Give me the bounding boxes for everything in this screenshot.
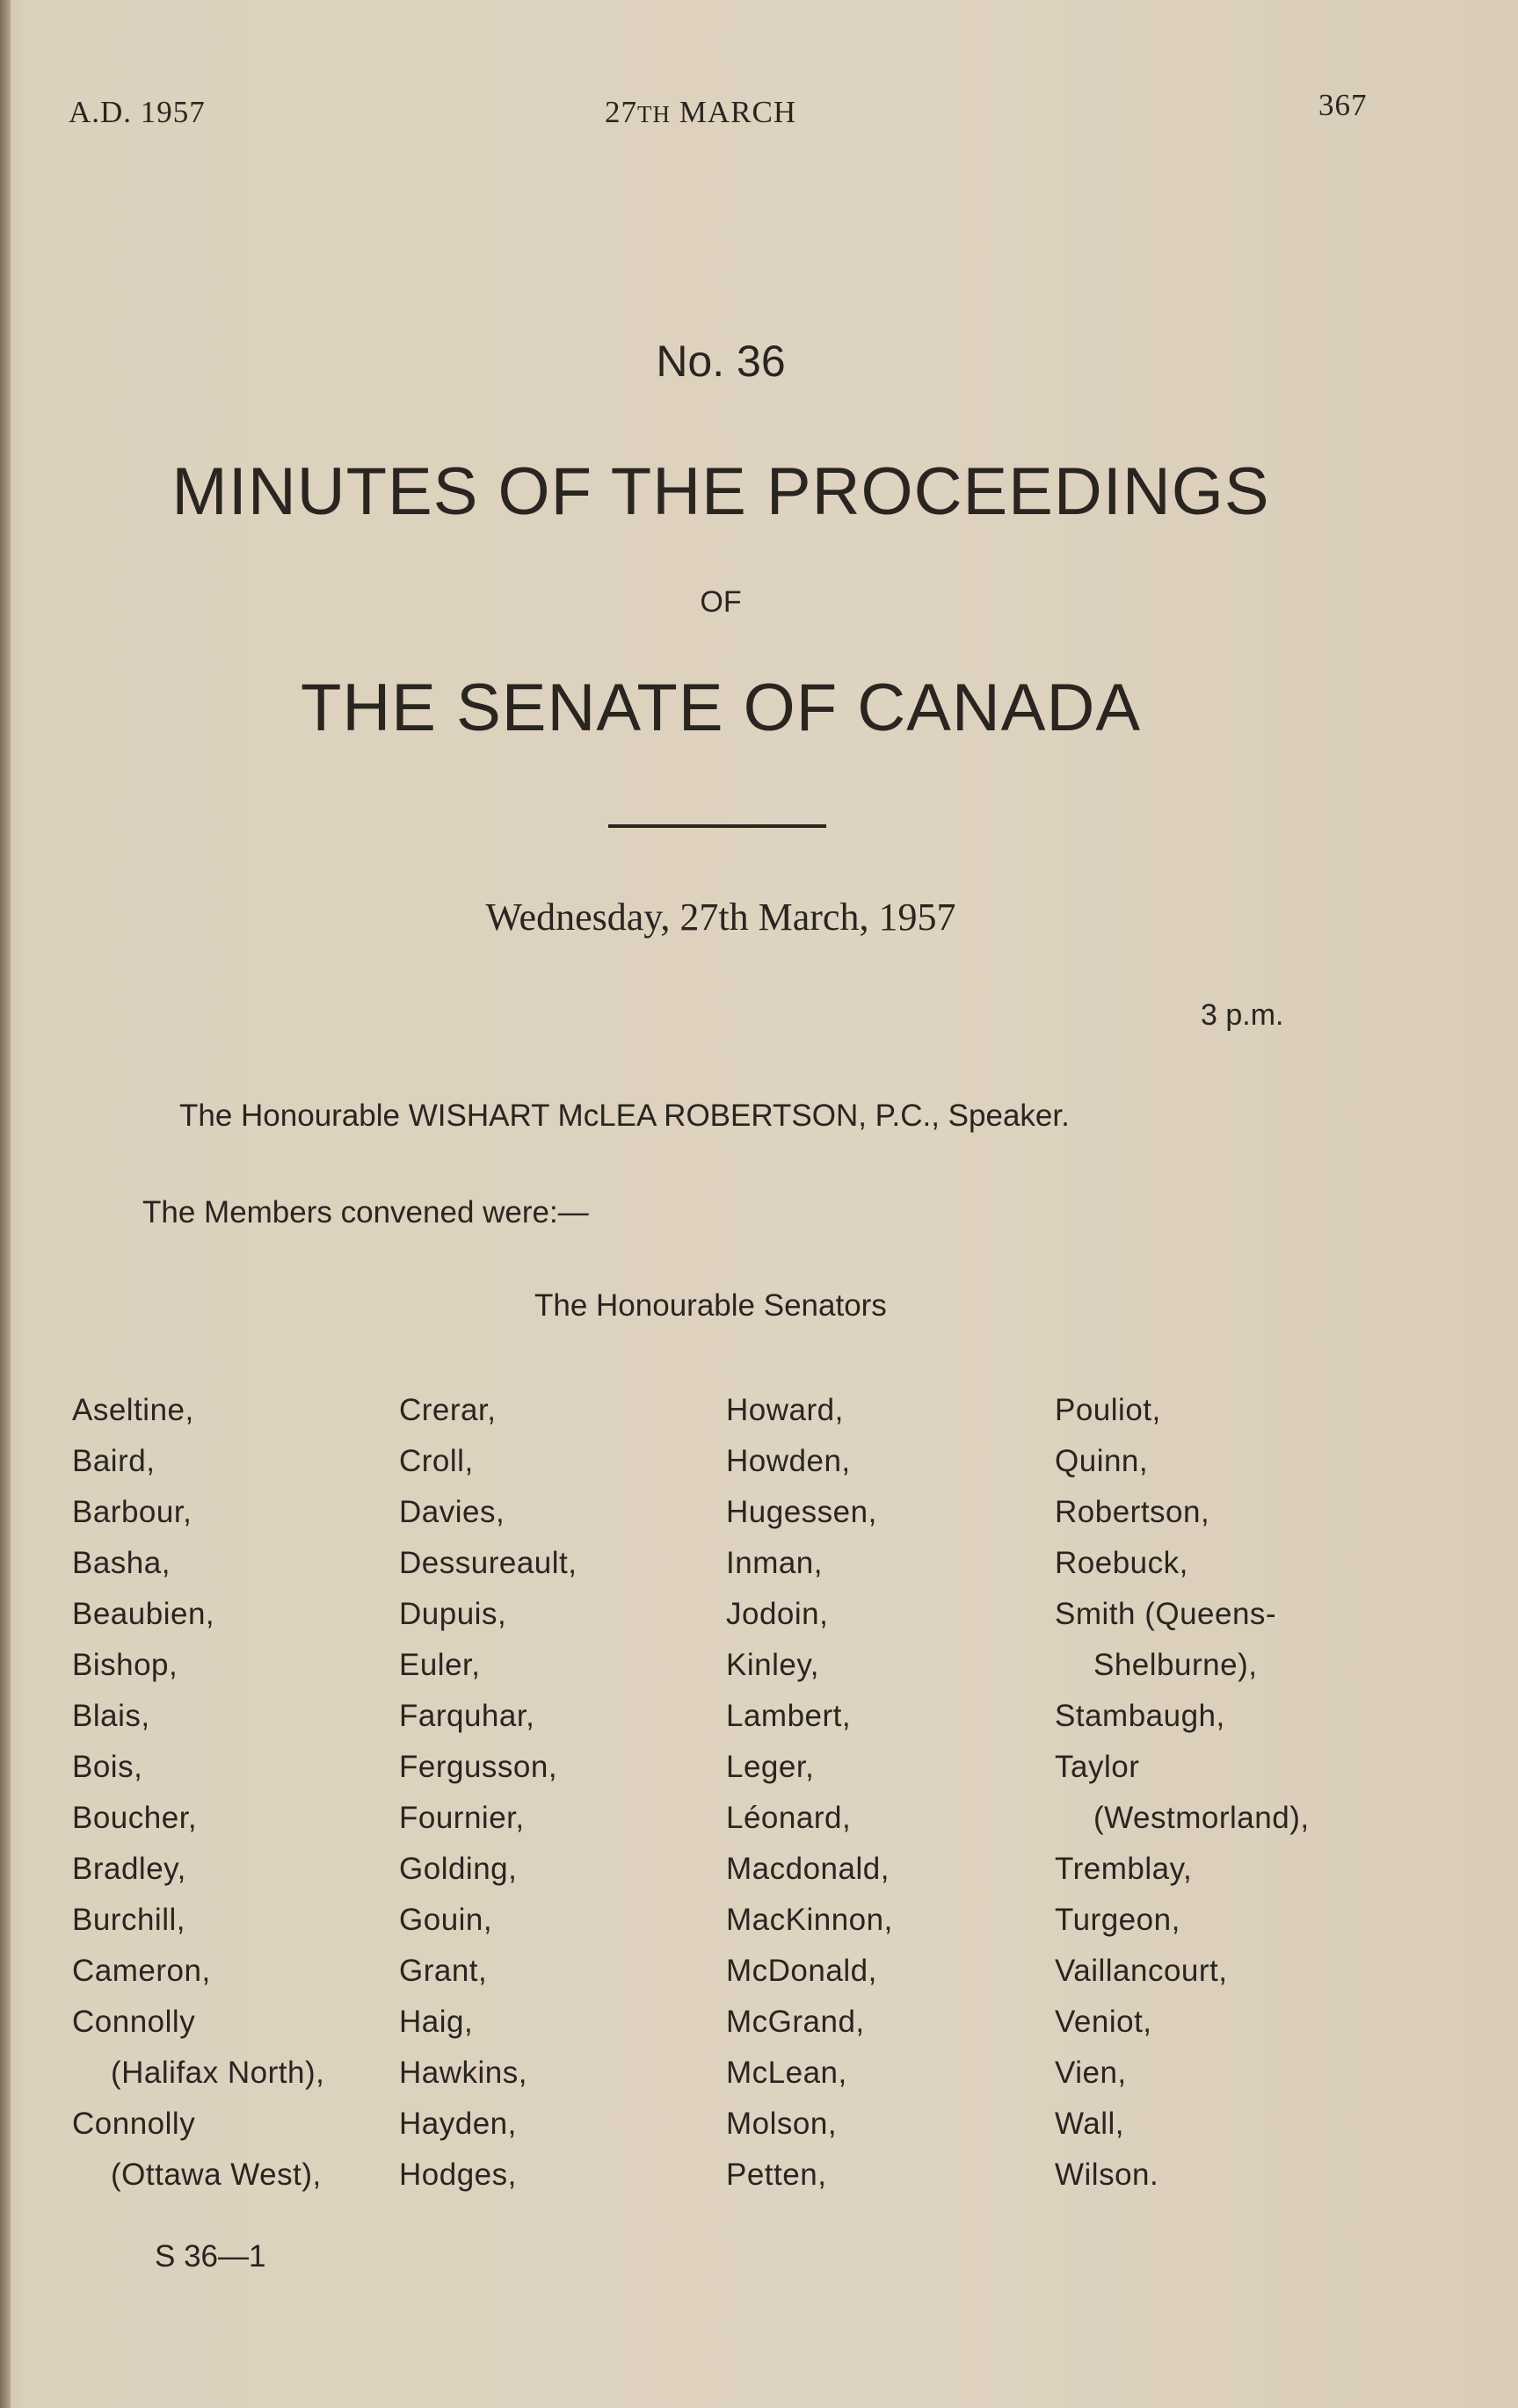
senator-name: McGrand, — [726, 2005, 865, 2039]
senator-name: Howard, — [726, 1393, 844, 1427]
senator-name: Wall, — [1055, 2107, 1124, 2141]
senator-name: McDonald, — [726, 1954, 877, 1988]
senator-name: Turgeon, — [1055, 1903, 1180, 1937]
senator-name: Macdonald, — [726, 1852, 890, 1886]
senator-name: Leger, — [726, 1750, 815, 1784]
senator-name: Connolly — [72, 2005, 196, 2039]
senator-name: Jodoin, — [726, 1597, 829, 1631]
senator-name: Euler, — [399, 1648, 481, 1682]
senators-column-2 — [399, 1385, 577, 2201]
title-line-1: MINUTES OF THE PROCEEDINGS — [171, 454, 1270, 529]
senator-name: Burchill, — [72, 1903, 185, 1937]
senator-name: Cameron, — [72, 1954, 211, 1988]
senator-name: Veniot, — [1055, 2005, 1152, 2039]
senator-name: Vien, — [1055, 2056, 1127, 2090]
senator-name: Léonard, — [726, 1801, 852, 1835]
senator-name: McLean, — [726, 2056, 847, 2090]
senator-name: Dupuis, — [399, 1597, 507, 1631]
senator-name: Hodges, — [399, 2158, 517, 2192]
running-head-day-suffix: TH — [637, 101, 671, 127]
senator-name: Kinley, — [726, 1648, 819, 1682]
senator-name: Wilson. — [1055, 2158, 1159, 2192]
senator-name: Lambert, — [726, 1699, 852, 1733]
senator-name-continued: (Halifax North), — [111, 2056, 325, 2090]
senator-name: MacKinnon, — [726, 1903, 893, 1937]
senator-name: Baird, — [72, 1444, 156, 1478]
running-head-month: MARCH — [679, 95, 797, 129]
senators-column-4 — [1055, 1385, 1310, 2201]
senators-column-3 — [726, 1385, 893, 2201]
senator-name: Blais, — [72, 1699, 150, 1733]
senator-name: Davies, — [399, 1495, 505, 1529]
running-head-day: 27 — [605, 95, 637, 129]
senator-name: Inman, — [726, 1546, 823, 1580]
senator-name: Fournier, — [399, 1801, 525, 1835]
senator-name: Golding, — [399, 1852, 518, 1886]
senator-name: Stambaugh, — [1055, 1699, 1225, 1733]
senator-name: Gouin, — [399, 1903, 493, 1937]
senator-name: Beaubien, — [72, 1597, 215, 1631]
senator-name: Vaillancourt, — [1055, 1954, 1228, 1988]
senator-name: Hayden, — [399, 2107, 517, 2141]
sitting-date: Wednesday, 27th March, 1957 — [485, 896, 956, 939]
senator-name: Basha, — [72, 1546, 171, 1580]
senator-name: Pouliot, — [1055, 1393, 1161, 1427]
senator-name: Boucher, — [72, 1801, 198, 1835]
speaker-line: The Honourable WISHART McLEA ROBERTSON, P.C., Speaker. — [179, 1099, 1070, 1133]
senator-name: Dessureault, — [399, 1546, 577, 1580]
running-head-year: A.D. 1957 — [69, 95, 206, 129]
page-number: 367 — [1318, 88, 1368, 122]
senator-name-continued: (Westmorland), — [1093, 1801, 1310, 1835]
senator-name: Roebuck, — [1055, 1546, 1188, 1580]
senator-name-continued: (Ottawa West), — [111, 2158, 322, 2192]
senator-name: Connolly — [72, 2107, 196, 2141]
senator-name: Bishop, — [72, 1648, 178, 1682]
senator-name: Haig, — [399, 2005, 474, 2039]
senator-name: Smith (Queens- — [1055, 1597, 1277, 1631]
members-convened-line: The Members convened were:— — [142, 1195, 589, 1229]
signature-mark: S 36—1 — [155, 2239, 266, 2274]
sitting-time: 3 p.m. — [1201, 998, 1284, 1032]
senators-column-1 — [72, 1385, 324, 2201]
senator-name: Bradley, — [72, 1852, 186, 1886]
senator-name: Molson, — [726, 2107, 838, 2141]
senator-name: Robertson, — [1055, 1495, 1210, 1529]
senator-name: Aseltine, — [72, 1393, 194, 1427]
title-line-2: THE SENATE OF CANADA — [300, 671, 1142, 745]
senator-name: Taylor — [1055, 1750, 1140, 1784]
senator-name: Barbour, — [72, 1495, 192, 1529]
issue-number: No. 36 — [656, 337, 786, 386]
senator-name: Farquhar, — [399, 1699, 535, 1733]
senator-name: Tremblay, — [1055, 1852, 1193, 1886]
senator-name: Crerar, — [399, 1393, 497, 1427]
senator-name: Hugessen, — [726, 1495, 877, 1529]
senator-name: Fergusson, — [399, 1750, 558, 1784]
senators-heading: The Honourable Senators — [534, 1288, 887, 1323]
senator-name: Hawkins, — [399, 2056, 527, 2090]
senator-name: Howden, — [726, 1444, 851, 1478]
senator-name: Croll, — [399, 1444, 474, 1478]
senator-name: Petten, — [726, 2158, 827, 2192]
title-divider — [608, 824, 826, 828]
running-head-date — [605, 95, 796, 130]
senator-name: Bois, — [72, 1750, 143, 1784]
title-of: OF — [700, 585, 742, 619]
senator-name-continued: Shelburne), — [1093, 1648, 1258, 1682]
senator-name: Grant, — [399, 1954, 488, 1988]
senator-name: Quinn, — [1055, 1444, 1149, 1478]
